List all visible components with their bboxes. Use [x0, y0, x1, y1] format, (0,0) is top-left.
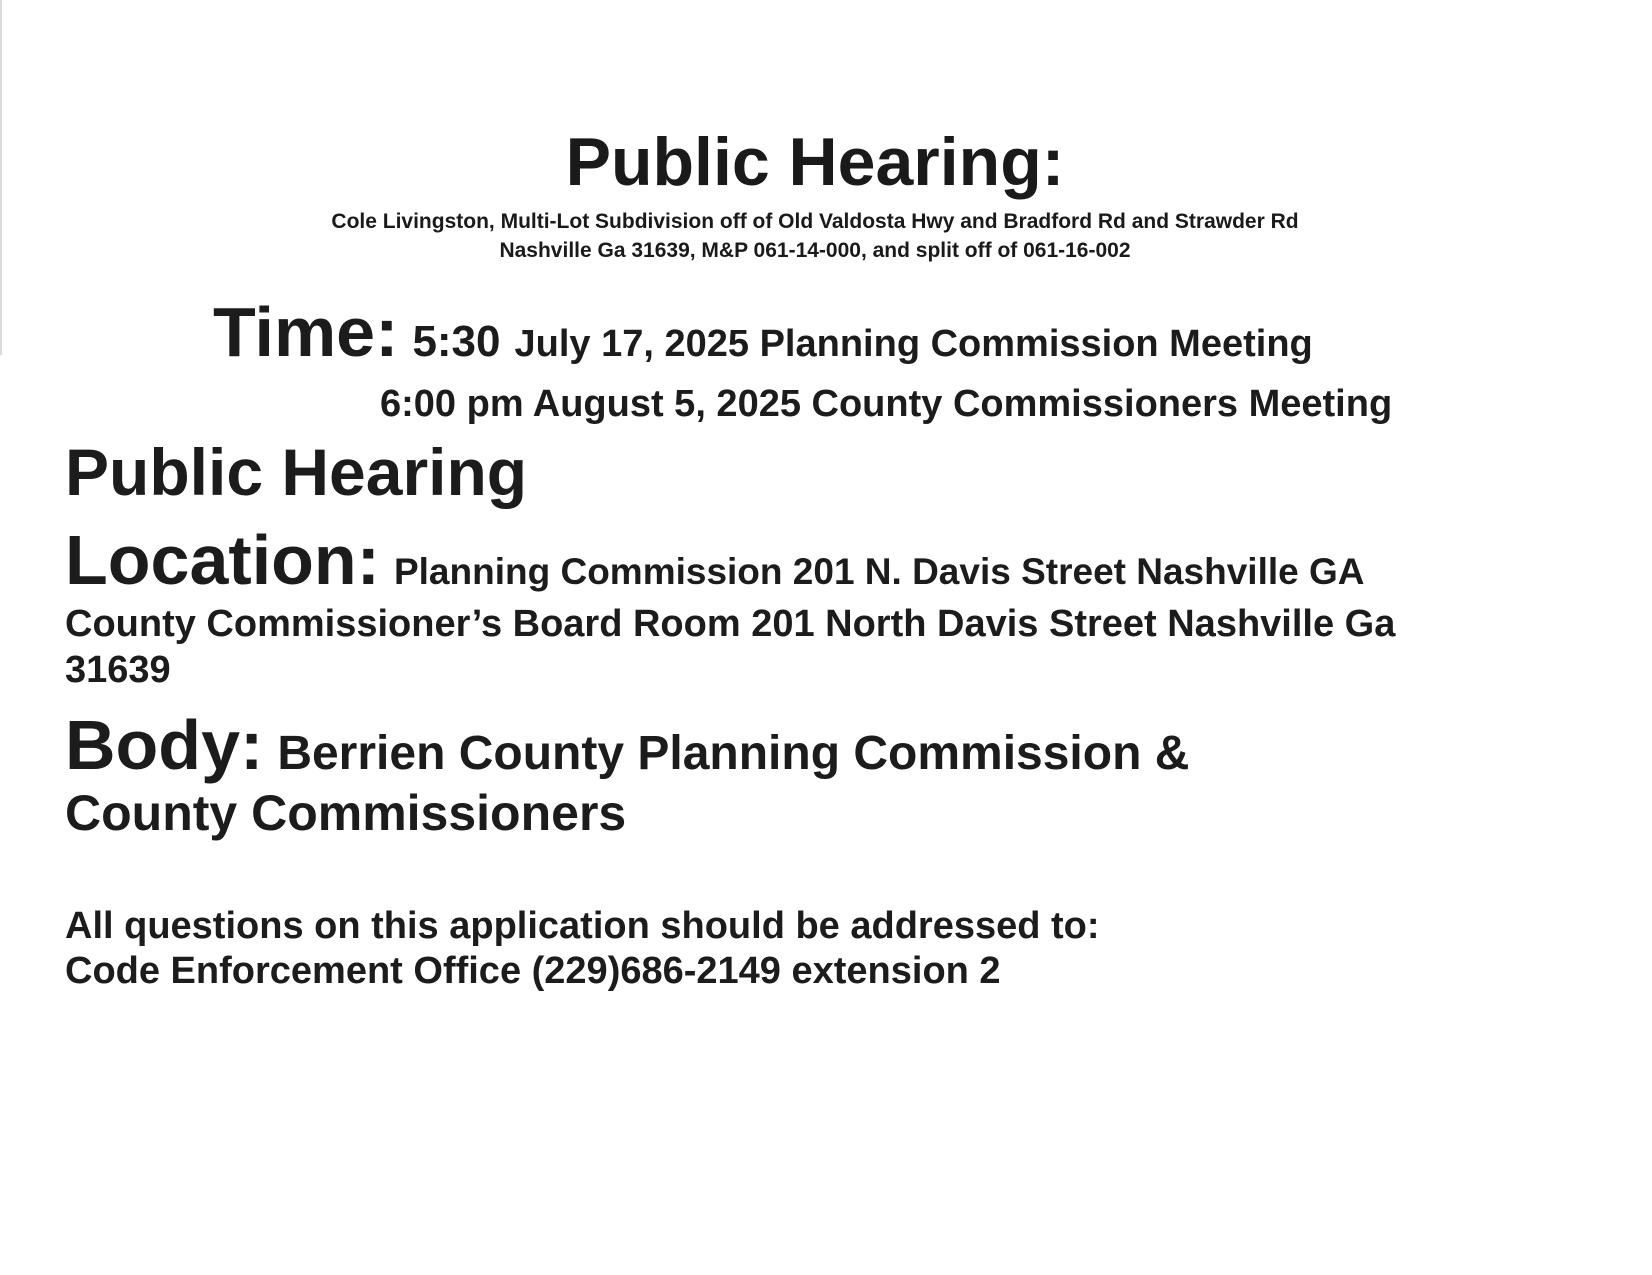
time-description-1: July 17, 2025 Planning Commission Meeting [514, 323, 1313, 365]
time-label: Time: [213, 293, 399, 371]
time-line-2: 6:00 pm August 5, 2025 County Commissioners Meeting [380, 383, 1393, 425]
body-label: Body: [65, 706, 264, 784]
subtitle-line-2: Nashville Ga 31639, M&P 061-14-000, and split off of 061-16-002 [499, 239, 1131, 262]
questions-line-2: Code Enforcement Office (229)686-2149 extension 2 [65, 950, 1001, 992]
time-row [213, 292, 1313, 392]
questions-line-1: All questions on this application should be addressed to: [65, 905, 1100, 947]
location-heading: Public Hearing [65, 435, 528, 509]
location-label: Location: [65, 521, 380, 599]
body-line-1: Berrien County Planning Commission & [277, 727, 1190, 780]
location-line-3: 31639 [65, 649, 171, 691]
subtitle-line-1: Cole Livingston, Multi-Lot Subdivision off of Old Valdosta Hwy and Bradford Rd and Strawder Rd [331, 210, 1299, 233]
page-title: Public Hearing: [565, 124, 1065, 200]
body-line-2: County Commissioners [65, 785, 627, 841]
time-value-1: 5:30 [412, 317, 501, 366]
location-line-1: Planning Commission 201 N. Davis Street Nashville GA [393, 551, 1365, 592]
location-line-2: County Commissioner’s Board Room 201 North Davis Street Nashville Ga [65, 603, 1396, 645]
